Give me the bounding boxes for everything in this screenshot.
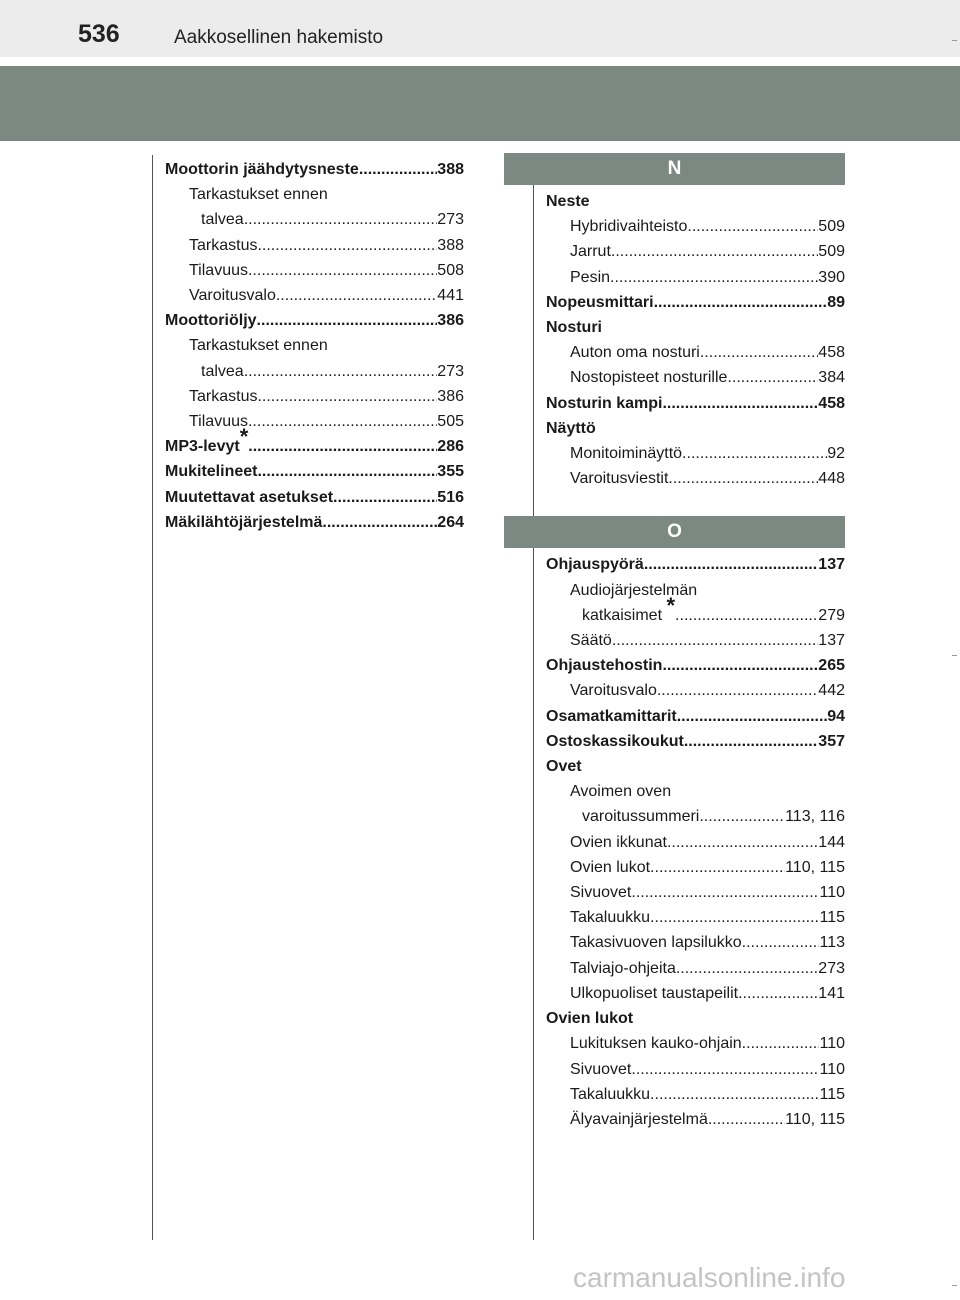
index-entry: Nopeusmittari ..... 89 bbox=[546, 290, 845, 315]
index-entry: talvea ..... 273 bbox=[165, 359, 464, 384]
section-header-o: O bbox=[504, 516, 845, 548]
index-entry: Mukitelineet ..... 355 bbox=[165, 459, 464, 484]
index-entry: Nosturin kampi ..... 458 bbox=[546, 391, 845, 416]
index-entry: Tilavuus ..... 508 bbox=[165, 258, 464, 283]
crop-mark bbox=[952, 1285, 957, 1286]
index-entry: Ovien ikkunat ..... 144 bbox=[546, 830, 845, 855]
index-entry: Tarkastus ..... 388 bbox=[165, 233, 464, 258]
index-entry: Nosturi bbox=[546, 319, 602, 337]
index-entry: Ohjaustehostin ..... 265 bbox=[546, 653, 845, 678]
index-entry: Varoitusvalo ..... 441 bbox=[165, 283, 464, 308]
index-entry: Ovien lukot bbox=[546, 1010, 634, 1028]
index-entry: katkaisimet * ..... 279 bbox=[546, 603, 845, 628]
index-entry: Ohjauspyörä ..... 137 bbox=[546, 552, 845, 577]
index-entry: Avoimen oven bbox=[570, 783, 672, 801]
index-entry: Sivuovet ..... 110 bbox=[546, 880, 845, 905]
header-bar bbox=[0, 0, 960, 57]
index-entry: Osamatkamittarit ..... 94 bbox=[546, 704, 845, 729]
index-entry: Tilavuus ..... 505 bbox=[165, 409, 464, 434]
crop-mark bbox=[952, 40, 957, 41]
index-entry: Monitoiminäyttö ..... 92 bbox=[546, 441, 845, 466]
index-entry: Takasivuoven lapsilukko ..... 113 bbox=[546, 930, 845, 955]
index-entry: Pesin ..... 390 bbox=[546, 265, 845, 290]
index-entry: varoitussummeri ..... 113, 116 bbox=[546, 804, 845, 829]
note-star: * bbox=[666, 592, 676, 618]
index-entry: Neste bbox=[546, 193, 590, 210]
index-entry: Auton oma nosturi ..... 458 bbox=[546, 340, 845, 365]
index-entry: Näyttö bbox=[546, 419, 596, 437]
column-divider-left bbox=[152, 155, 153, 1240]
note-star: * bbox=[239, 424, 249, 450]
index-entry: Varoitusviestit ..... 448 bbox=[546, 466, 845, 491]
index-entry: Mäkilähtöjärjestelmä ..... 264 bbox=[165, 510, 464, 535]
index-entry: Lukituksen kauko-ohjain ..... 110 bbox=[546, 1031, 845, 1056]
crop-mark bbox=[952, 655, 957, 656]
index-entry: Tarkastukset ennen bbox=[189, 186, 328, 204]
index-entry: talvea ..... 273 bbox=[165, 207, 464, 232]
index-column-left bbox=[165, 157, 464, 535]
index-entry: Nostopisteet nosturille ..... 384 bbox=[546, 365, 845, 390]
index-entry: Talviajo-ohjeita ..... 273 bbox=[546, 956, 845, 981]
index-entry: Älyavainjärjestelmä ..... 110, 115 bbox=[546, 1107, 845, 1132]
section-header-n: N bbox=[504, 153, 845, 185]
index-entry: Tarkastus ..... 386 bbox=[165, 384, 464, 409]
index-entry: Ovet bbox=[546, 758, 582, 776]
index-entry: Säätö ..... 137 bbox=[546, 628, 845, 653]
index-entry: Tarkastukset ennen bbox=[189, 337, 328, 355]
index-entry: Muutettavat asetukset ..... 516 bbox=[165, 485, 464, 510]
index-entry: Audiojärjestelmän bbox=[570, 581, 698, 599]
column-divider-right bbox=[533, 155, 534, 1240]
header-gray-band bbox=[0, 66, 960, 141]
index-entry: Moottoriöljy ..... 386 bbox=[165, 308, 464, 333]
index-entry: Ostoskassikoukut ..... 357 bbox=[546, 729, 845, 754]
index-entry: MP3-levyt* ..... 286 bbox=[165, 434, 464, 459]
page-title: Aakkosellinen hakemisto bbox=[174, 27, 384, 48]
index-entry: Jarrut ..... 509 bbox=[546, 239, 845, 264]
page-number: 536 bbox=[78, 20, 120, 48]
index-entry: Takaluukku ..... 115 bbox=[546, 1082, 845, 1107]
index-entry: Ulkopuoliset taustapeilit ..... 141 bbox=[546, 981, 845, 1006]
index-entry: Ovien lukot ..... 110, 115 bbox=[546, 855, 845, 880]
index-entry: Sivuovet ..... 110 bbox=[546, 1057, 845, 1082]
watermark: carmanualsonline.info bbox=[573, 1262, 846, 1293]
index-entry: Hybridivaihteisto ..... 509 bbox=[546, 214, 845, 239]
index-entry: Varoitusvalo ..... 442 bbox=[546, 678, 845, 703]
index-column-right bbox=[546, 153, 845, 1132]
index-entry: Moottorin jäähdytysneste ..... 388 bbox=[165, 157, 464, 182]
index-entry: Takaluukku ..... 115 bbox=[546, 905, 845, 930]
